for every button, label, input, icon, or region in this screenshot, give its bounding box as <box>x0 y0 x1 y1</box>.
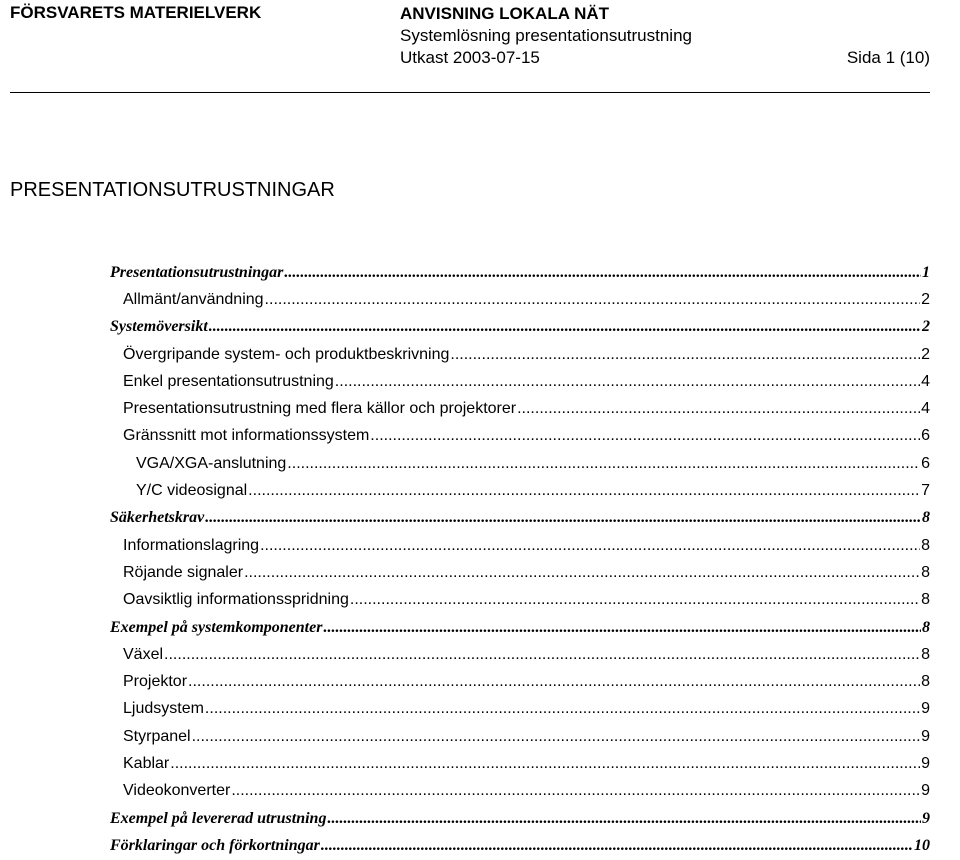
toc-entry[interactable] <box>0 505 930 532</box>
toc-dot-leader <box>265 291 921 309</box>
toc-entry-title: Exempel på systemkomponenter <box>110 618 323 636</box>
toc-entry-title: Ljudsystem <box>123 700 204 718</box>
document-title: PRESENTATIONSUTRUSTNINGAR <box>10 179 335 201</box>
toc-dot-leader <box>350 591 920 609</box>
toc-entry-page: 10 <box>914 836 930 854</box>
toc-entry-title: VGA/XGA-anslutning <box>136 454 287 472</box>
toc-entry-title: Kablar <box>123 754 170 772</box>
toc-dot-leader <box>205 509 921 527</box>
toc-dot-leader <box>517 400 920 418</box>
toc-dot-leader <box>327 810 921 828</box>
toc-dot-leader <box>260 537 920 555</box>
toc-entry-title: Oavsiktlig informationsspridning <box>123 591 349 609</box>
toc-dot-leader <box>450 346 920 364</box>
toc-entry[interactable] <box>0 341 930 368</box>
toc-dot-leader <box>323 619 921 637</box>
toc-entry[interactable] <box>0 559 930 586</box>
toc-entry[interactable] <box>0 314 930 341</box>
toc-dot-leader <box>192 728 921 746</box>
toc-entry-title: Y/C videosignal <box>136 482 248 500</box>
toc-entry-page: 2 <box>921 290 930 308</box>
draft-line <box>400 47 930 69</box>
toc-entry[interactable] <box>0 286 930 313</box>
toc-entry-page: 9 <box>922 809 930 827</box>
toc-entry-title: Exempel på levererad utrustning <box>110 809 327 827</box>
toc-dot-leader <box>248 482 920 500</box>
toc-entry[interactable] <box>0 477 930 504</box>
toc-entry-page: 8 <box>921 536 930 554</box>
toc-dot-leader <box>205 700 920 718</box>
toc-dot-leader <box>284 264 921 282</box>
toc-dot-leader <box>321 837 913 855</box>
toc-entry-page: 7 <box>921 482 930 500</box>
toc-entry-page: 8 <box>921 591 930 609</box>
toc-entry-page: 6 <box>921 454 930 472</box>
toc-entry-title: Enkel presentationsutrustning <box>123 372 334 390</box>
header-document-info <box>400 3 930 69</box>
organization-name: FÖRSVARETS MATERIELVERK <box>10 3 262 22</box>
toc-dot-leader <box>231 782 920 800</box>
toc-entry-page: 1 <box>922 263 930 281</box>
toc-dot-leader <box>287 455 920 473</box>
toc-entry-page: 8 <box>922 509 930 527</box>
toc-entry-page: 8 <box>921 673 930 691</box>
toc-entry-page: 2 <box>922 318 930 336</box>
toc-dot-leader <box>244 564 920 582</box>
toc-entry-page: 9 <box>921 700 930 718</box>
toc-entry-page: 8 <box>921 563 930 581</box>
toc-entry[interactable] <box>0 696 930 723</box>
toc-dot-leader <box>370 427 920 445</box>
toc-entry-title: Systemöversikt <box>110 318 208 336</box>
toc-entry[interactable] <box>0 450 930 477</box>
toc-entry-title: Allmänt/användning <box>123 290 264 308</box>
toc-entry-page: 4 <box>921 400 930 418</box>
toc-dot-leader <box>170 755 920 773</box>
toc-entry[interactable] <box>0 423 930 450</box>
toc-entry[interactable] <box>0 614 930 641</box>
toc-entry-title: Gränssnitt mot informationssystem <box>123 427 370 445</box>
toc-entry[interactable] <box>0 805 930 832</box>
toc-entry[interactable] <box>0 587 930 614</box>
toc-entry-page: 8 <box>922 618 930 636</box>
toc-entry-title: Säkerhetskrav <box>110 509 205 527</box>
toc-entry-page: 6 <box>921 427 930 445</box>
toc-entry[interactable] <box>0 641 930 668</box>
page-number: Sida 1 (10) <box>846 48 930 67</box>
toc-entry-title: Röjande signaler <box>123 563 244 581</box>
toc-entry-page: 9 <box>921 754 930 772</box>
toc-entry-title: Förklaringar och förkortningar <box>110 836 320 854</box>
toc-entry-page: 9 <box>921 727 930 745</box>
toc-entry-title: Övergripande system- och produktbeskrivning <box>123 345 450 363</box>
toc-entry[interactable] <box>0 259 930 286</box>
toc-entry-title: Projektor <box>123 673 188 691</box>
toc-entry-page: 9 <box>921 782 930 800</box>
toc-entry[interactable] <box>0 668 930 695</box>
toc-entry-title: Styrpanel <box>123 727 191 745</box>
toc-entry[interactable] <box>0 368 930 395</box>
toc-entry-title: Informationslagring <box>123 536 260 554</box>
toc-entry-title: Presentationsutrustningar <box>110 263 284 281</box>
toc-entry-title: Växel <box>123 645 164 663</box>
draft-date: Utkast 2003-07-15 <box>400 48 540 67</box>
toc-entry[interactable] <box>0 395 930 422</box>
toc-entry-page: 4 <box>921 372 930 390</box>
document-type: ANVISNING LOKALA NÄT <box>400 4 610 23</box>
toc-entry-title: Videokonverter <box>123 782 231 800</box>
document-subtitle: Systemlösning presentationsutrustning <box>400 26 692 45</box>
page-header <box>10 0 930 93</box>
toc-entry[interactable] <box>0 832 930 859</box>
toc-entry[interactable] <box>0 778 930 805</box>
toc-entry-page: 2 <box>921 345 930 363</box>
toc-entry-title: Presentationsutrustning med flera källor och projektorer <box>123 400 517 418</box>
table-of-contents <box>0 259 930 860</box>
toc-dot-leader <box>335 373 920 391</box>
toc-entry[interactable] <box>0 723 930 750</box>
toc-dot-leader <box>209 318 921 336</box>
toc-dot-leader <box>188 673 920 691</box>
toc-entry-page: 8 <box>921 645 930 663</box>
toc-dot-leader <box>164 646 920 664</box>
toc-entry[interactable] <box>0 750 930 777</box>
toc-entry[interactable] <box>0 532 930 559</box>
